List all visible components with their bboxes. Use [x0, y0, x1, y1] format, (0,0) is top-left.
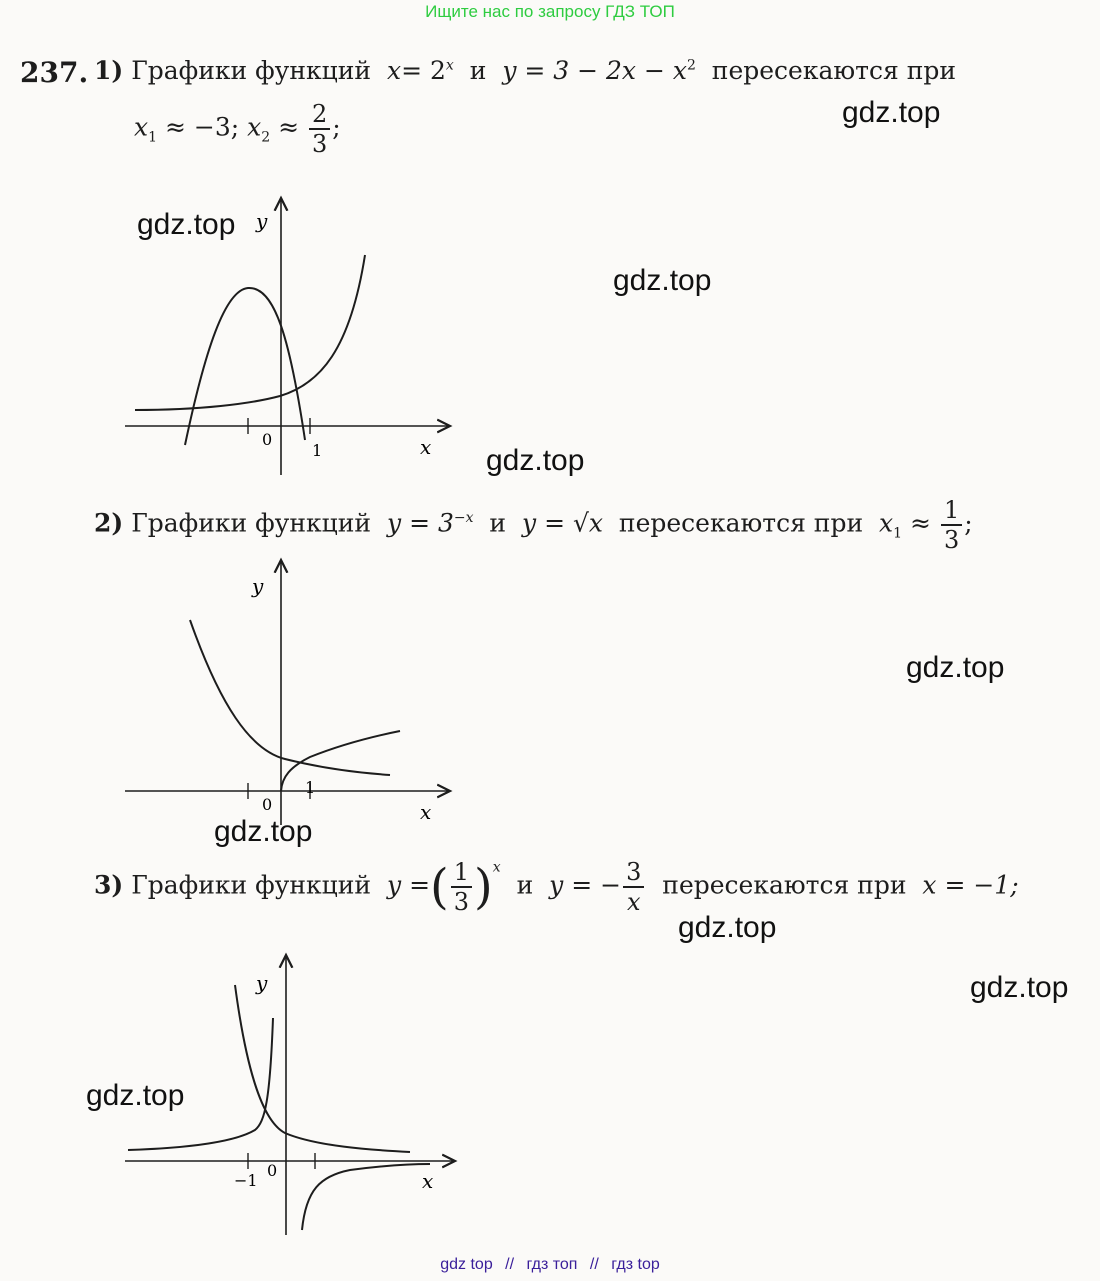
- watermark: gdz.top: [906, 651, 1005, 684]
- fraction-numerator: 2: [309, 100, 330, 130]
- part3-f1: y =: [387, 870, 431, 900]
- part1-intro: Графики функций: [131, 56, 372, 85]
- fraction-denominator: 3: [943, 526, 960, 554]
- part1-answer: [134, 100, 341, 158]
- part1-conj: и: [469, 56, 487, 85]
- part3-f2: y = −: [549, 870, 622, 900]
- part1-f2-exp: 2: [686, 57, 696, 74]
- part1-answer-a: x: [134, 112, 149, 142]
- part2-answer-end: ;: [964, 508, 973, 538]
- watermark: gdz.top: [970, 971, 1069, 1004]
- curve-exponential: [135, 255, 365, 410]
- graph1-origin: 0: [262, 430, 273, 449]
- graph2-x-label: x: [420, 800, 432, 824]
- part2-f2: y = √x: [522, 508, 603, 538]
- fraction-denominator: x: [626, 888, 641, 916]
- part3-f1-exp: x: [492, 859, 501, 876]
- part2-answer-fraction: [941, 496, 962, 554]
- graph2-y-label: y: [252, 574, 264, 598]
- fraction-numerator: 1: [941, 496, 962, 526]
- footer-link[interactable]: гдз top: [611, 1256, 660, 1273]
- part1-answer-b: x: [247, 112, 262, 142]
- part2-conj: и: [489, 508, 507, 538]
- part1-answer-b-rel: ≈: [278, 112, 300, 142]
- part3-answer: x = −1;: [922, 870, 1019, 900]
- footer-link[interactable]: гдз топ: [526, 1256, 578, 1273]
- part2-f1: y = 3: [387, 508, 454, 538]
- part2-answer: x: [879, 508, 894, 538]
- graph3-tick: −1: [234, 1171, 258, 1190]
- part3-intro: Графики функций: [131, 870, 372, 900]
- footer-link[interactable]: gdz top: [440, 1256, 493, 1273]
- graph2-tick: 1: [305, 778, 316, 797]
- part2-statement: [94, 496, 973, 554]
- part3-index: 3): [94, 870, 124, 900]
- part1-tail: пересекаются при: [711, 56, 957, 85]
- part1-answer-end: ;: [332, 112, 341, 142]
- footer-links: [0, 1256, 1100, 1274]
- part1-f1-exp: x: [445, 57, 454, 74]
- graph1-tick: 1: [312, 441, 323, 460]
- graph3-y-label: y: [256, 971, 268, 995]
- part2-answer-rel: ≈: [910, 508, 931, 538]
- fraction-denominator: 3: [453, 888, 470, 916]
- part1-f1-lhs: x: [387, 56, 402, 85]
- footer-separator: //: [589, 1256, 599, 1273]
- graph3-origin: 0: [267, 1161, 278, 1180]
- top-banner[interactable]: Ищите нас по запросу ГДЗ ТОП: [425, 2, 675, 21]
- footer-separator: //: [505, 1256, 515, 1273]
- watermark: gdz.top: [486, 444, 585, 477]
- part1-answer-a-sub: 1: [148, 129, 158, 146]
- curve-sqrt: [281, 731, 400, 791]
- fraction-numerator: 3: [623, 858, 644, 888]
- watermark: gdz.top: [137, 208, 236, 241]
- part3-conj: и: [516, 870, 534, 900]
- curve-exp-decay: [190, 620, 390, 775]
- problem-number: 237.: [20, 56, 89, 89]
- part1-f2: y = 3 − 2x − x: [502, 56, 687, 85]
- part1-f1-eq: = 2: [401, 56, 446, 85]
- part1-index: 1): [94, 56, 124, 85]
- part3-f2-fraction: [623, 858, 644, 916]
- watermark: gdz.top: [613, 264, 712, 297]
- curve-hyperbola-right: [302, 1164, 430, 1230]
- part2-intro: Графики функций: [131, 508, 372, 538]
- watermark: gdz.top: [678, 911, 777, 944]
- curve-parabola: [185, 288, 305, 445]
- graph-2: [110, 555, 470, 830]
- part1-answer-a-val: ≈ −3;: [164, 112, 240, 142]
- graph3-x-label: x: [422, 1169, 434, 1193]
- graph2-origin: 0: [262, 795, 273, 814]
- part2-tail: пересекаются при: [618, 508, 864, 538]
- fraction-numerator: 1: [451, 858, 472, 888]
- part3-tail: пересекаются при: [662, 870, 907, 900]
- part1-answer-b-sub: 2: [261, 129, 271, 146]
- part2-answer-sub: 1: [893, 525, 903, 542]
- part3-f1-fraction: [451, 858, 472, 916]
- part2-f1-exp: −x: [453, 510, 474, 527]
- part2-index: 2): [94, 508, 124, 538]
- part1-answer-fraction: [309, 100, 330, 158]
- watermark: gdz.top: [842, 96, 941, 129]
- watermark: gdz.top: [86, 1079, 185, 1112]
- graph1-x-label: x: [420, 435, 432, 459]
- part1-statement: [94, 56, 956, 85]
- part3-statement: 3) Графики функций y =( $\frac{1}{3}$ )$^x$ и y = − $\frac{3}{x}$ пересекаются при x = −1;: [94, 858, 1019, 916]
- graph1-y-label: y: [256, 209, 268, 233]
- watermark: gdz.top: [214, 815, 313, 848]
- fraction-denominator: 3: [312, 130, 328, 158]
- curve-exp-decay: [235, 985, 410, 1152]
